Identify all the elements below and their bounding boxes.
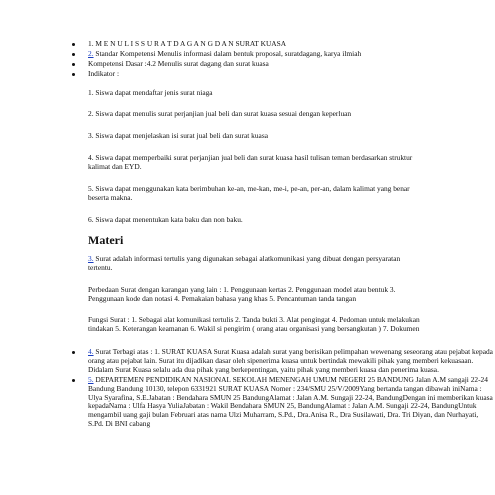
list-item [0,70,495,79]
bullet-icon [72,63,75,66]
materi-paragraph [88,255,423,273]
bullet-icon [72,53,75,56]
item-number-link[interactable]: 2. [88,48,94,58]
indicator-5: 5. Siswa dapat menggunakan kata berimbuhan ke-an, me-kan, me-i, pe-an, per-an, dalam kalimat yang benar beserta makna. [88,183,410,202]
list-item-text: Surat Terbagi atas : 1. SURAT KUASA Surat Kuasa adalah surat yang berisikan pelimpahan wewenang seseorang atau pejabat kepada orang atau pejabat lain. Surat itu dijadikan dasar oleh sipenerima kuasa untuk bertindak mewakili pihak yang memberi kekuasaan. Didalam Surat Kuasa selalu ada dua pihak yang berkepentingan, yaitu pihak yang memberi kuasa dan penerima kuasa. [88,347,493,374]
list-item [0,50,495,59]
item-number-link[interactable]: 4. [88,347,94,357]
list-item-text: DEPARTEMEN PENDIDIKAN NASIONAL SEKOLAH MENENGAH UMUM NEGERI 25 BANDUNG Jalan A.M sangaji 22-24 Bandung Bandung 10130, telepon 6331921 SURAT KUASA Nomer : 234/SMU 25/V/2009Yang bertanda tangan dibawah iniNama : Ulya Syarafina, S.E.Jabatan : Bendahara SMUN 25 BandungAlamat : Jalan A.M. Sungaji 22-24, BandungDengan ini memberikan kuasa kepadaNama : Ulfa Hasya YuliaJabatan : Wakil Bendahara SMUN 25, BandungAlamat : Jalan A.M. Sungaji 22-24, BandungUntuk mengambil uang gaji bulan Februari atas nama Ulzi Muharram, S.Pd., Dra.Anisa R., Dra Susilawati, Dra. Tri Diyan, dan Nurhayati, S.Pd. Di BNI cabang [88,374,493,429]
bullet-icon [72,351,75,354]
list-item-text: Kompetensi Dasar :4.2 Menulis surat dagang dan surat kuasa [88,58,269,68]
perbedaan-paragraph: Perbedaan Surat dengan karangan yang lain : 1. Penggunaan kertas 2. Penggunaan model atau bentuk 3. Penggunaan kode dan notasi 4. Pemakaian bahasa yang khas 5. Pencantuman tanda tangan [88,284,396,303]
list-item [0,40,495,49]
bullet-icon [72,43,75,46]
bullet-icon [72,379,75,382]
list-item [0,348,495,375]
indicator-3: 3. Siswa dapat menjelaskan isi surat jual beli dan surat kuasa [88,131,268,141]
indicator-4: 4. Siswa dapat memperbaiki surat perjanjian jual beli dan surat kuasa hasil tulisan teman berdasarkan struktur kalimat dan EYD. [88,153,413,171]
item-number-link[interactable]: 5. [88,374,94,384]
list-item [0,376,495,429]
section-heading: Materi [88,232,124,247]
list-item-text: Indikator : [88,68,119,78]
bottom-bullet-list [0,348,495,429]
indicator-6: 6. Siswa dapat menentukan kata baku dan non baku. [88,214,243,224]
top-bullet-list [0,40,495,79]
materi-text: Surat adalah informasi tertulis yang digunakan sebagai alatkomunikasi yang dibuat dengan persyaratan tertentu. [88,253,401,272]
item-number-link[interactable]: 3. [88,253,94,263]
indicator-1: 1. Siswa dapat mendaftar jenis surat niaga [88,87,213,97]
list-item-text: Standar Kompetensi Menulis informasi dalam bentuk proposal, suratdagang, karya ilmiah [93,48,362,58]
list-item-text: 1. M E N U L I S S U R A T D A G A N G D A N SURAT KUASA [88,39,287,48]
bullet-icon [72,73,75,76]
list-item [0,60,495,69]
fungsi-paragraph: Fungsi Surat : 1. Sebagai alat komunikasi tertulis 2. Tanda bukti 3. Alat pengingat 4. Pedoman untuk melakukan tindakan 5. Keterangan keamanan 6. Wakil si pengirim ( orang atau organisasi yang bersangkutan ) 7. Dokumen [88,315,420,334]
indicator-2: 2. Siswa dapat menulis surat perjanjian jual beli dan surat kuasa sesuai dengan keperluan [88,109,352,119]
